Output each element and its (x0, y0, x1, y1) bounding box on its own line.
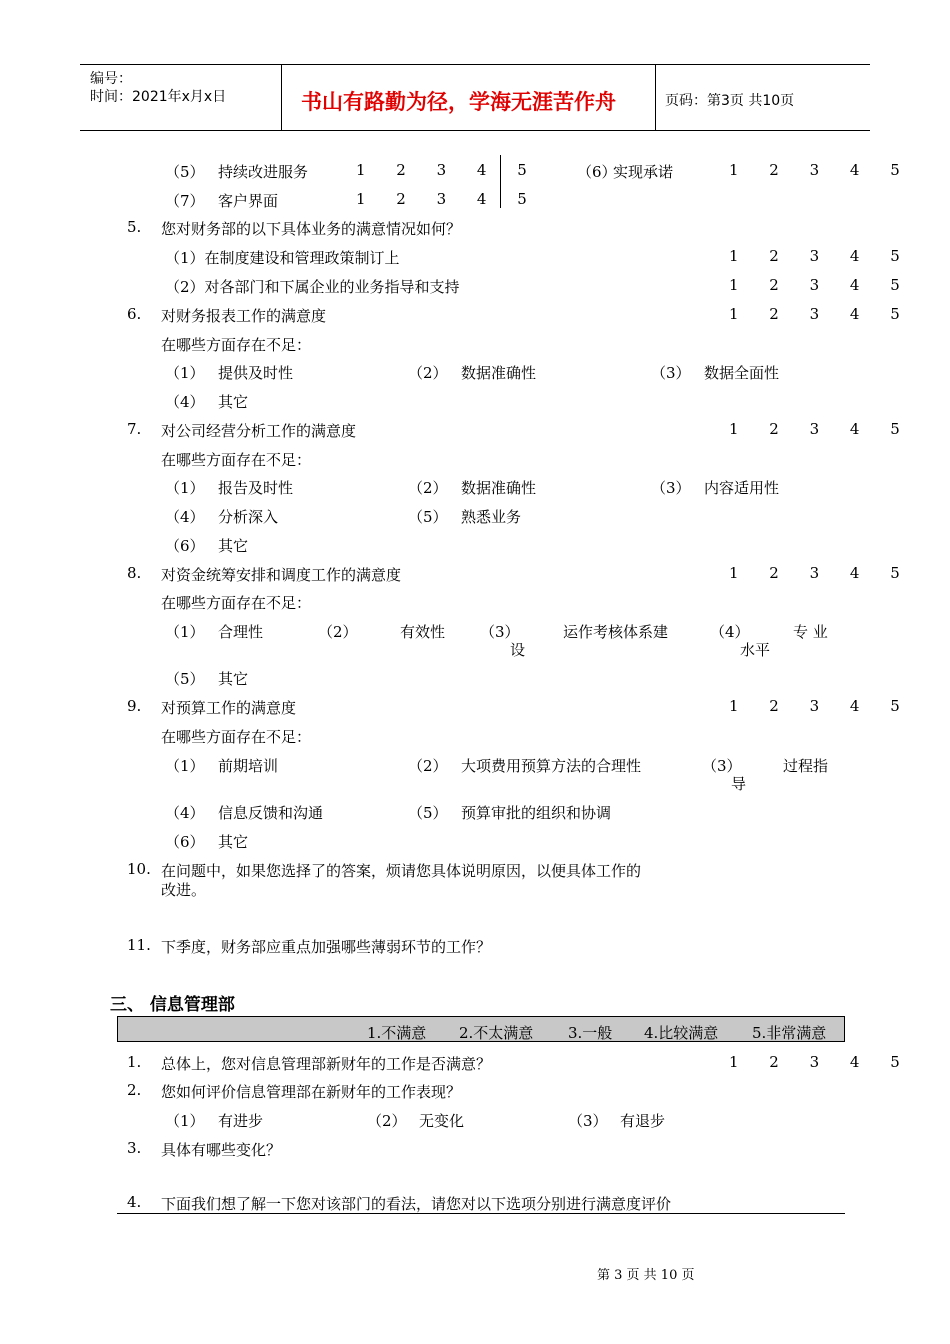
q9-opt-5[interactable]: 预算审批的组织和协调 (461, 804, 612, 822)
s3-q2-number: 2. (127, 1081, 142, 1099)
legend-4: 4.比较满意 (644, 1024, 719, 1042)
item-5-num: （5） (165, 163, 205, 181)
q9-text: 对预算工作的满意度 (161, 699, 297, 717)
q7-opt-5-num[interactable]: （5） (408, 508, 448, 526)
q7-opt-1[interactable]: 报告及时性 (218, 479, 294, 497)
q8-opt-4-line-2[interactable]: 水平 (740, 641, 771, 659)
q7-opt-3[interactable]: 内容适用性 (704, 479, 780, 497)
item-6-scale[interactable]: 1 2 3 4 5 (729, 161, 913, 179)
header-top-rule (80, 64, 870, 65)
q7-opt-3-num[interactable]: （3） (651, 479, 691, 497)
item-7-text: 客户界面 (218, 192, 279, 210)
q6-opt-4-num[interactable]: （4） (165, 393, 205, 411)
q5-number: 5. (127, 218, 142, 236)
q8-opt-4-line-1[interactable]: 专 业 (793, 623, 828, 641)
header-page-label: 页码：第3页 共10页 (665, 93, 795, 109)
section-3-title: 三、 信息管理部 (110, 995, 235, 1015)
q8-opt-2-num[interactable]: （2） (318, 623, 358, 641)
q7-scale[interactable]: 1 2 3 4 5 (729, 420, 913, 438)
q9-opt-1[interactable]: 前期培训 (218, 757, 279, 775)
q8-text: 对资金统筹安排和调度工作的满意度 (161, 566, 402, 584)
item-6-text: 实现承诺 (613, 163, 674, 181)
q8-opt-3-line-2[interactable]: 设 (510, 641, 526, 659)
s3-q2-opt-3-num[interactable]: （3） (568, 1112, 608, 1130)
s3-q2-opt-3[interactable]: 有退步 (620, 1112, 666, 1130)
item-7-scale[interactable]: 1 2 3 4 5 (356, 190, 540, 208)
s3-q3-number: 3. (127, 1139, 142, 1157)
q10-text-line-2: 改进。 (161, 881, 207, 899)
s3-q1-scale[interactable]: 1 2 3 4 5 (729, 1053, 913, 1071)
q10-text-line-1: 在问题中，如果您选择了的答案，烦请您具体说明原因，以便具体工作的 (161, 862, 642, 880)
q9-opt-1-num[interactable]: （1） (165, 757, 205, 775)
q8-opt-5[interactable]: 其它 (218, 670, 249, 688)
q9-deficiency-label: 在哪些方面存在不足： (161, 728, 312, 746)
page-footer: 第 3 页 共 10 页 (597, 1268, 695, 1283)
q9-opt-2[interactable]: 大项费用预算方法的合理性 (461, 757, 642, 775)
q9-scale[interactable]: 1 2 3 4 5 (729, 697, 913, 715)
q9-number: 9. (127, 697, 142, 715)
header-divider-1 (281, 64, 282, 131)
s3-q1-text: 总体上，您对信息管理部新财年的工作是否满意？ (161, 1055, 492, 1073)
q6-opt-2[interactable]: 数据准确性 (461, 364, 537, 382)
q6-text: 对财务报表工作的满意度 (161, 307, 327, 325)
q6-opt-3[interactable]: 数据全面性 (704, 364, 780, 382)
q7-deficiency-label: 在哪些方面存在不足： (161, 451, 312, 469)
header-divider-2 (655, 64, 656, 131)
q7-opt-6-num[interactable]: （6） (165, 537, 205, 555)
q9-opt-4-num[interactable]: （4） (165, 804, 205, 822)
q7-opt-5[interactable]: 熟悉业务 (461, 508, 522, 526)
q5-sub-1: （1）在制度建设和管理政策制订上 (165, 249, 400, 267)
q8-number: 8. (127, 564, 142, 582)
q9-opt-3-line-1[interactable]: 过程指 (783, 757, 829, 775)
q5-sub-2-scale[interactable]: 1 2 3 4 5 (729, 276, 913, 294)
q8-scale[interactable]: 1 2 3 4 5 (729, 564, 913, 582)
header-motto: 书山有路勤为径，学海无涯苦作舟 (301, 90, 616, 114)
s3-q2-opt-1-num[interactable]: （1） (165, 1112, 205, 1130)
item-5-text: 持续改进服务 (218, 163, 309, 181)
s3-q4-number: 4. (127, 1193, 142, 1211)
legend-3: 3.一般 (568, 1024, 613, 1042)
s3-q2-text: 您如何评价信息管理部在新财年的工作表现？ (161, 1083, 462, 1101)
q8-opt-4-num[interactable]: （4） (710, 623, 750, 641)
q7-opt-2[interactable]: 数据准确性 (461, 479, 537, 497)
s3-q4-text: 下面我们想了解一下您对该部门的看法，请您对以下选项分别进行满意度评价 (161, 1195, 672, 1213)
item-5-scale[interactable]: 1 2 3 4 5 (356, 161, 540, 179)
section-bottom-rule (117, 1213, 845, 1214)
q10-number: 10. (127, 860, 151, 878)
q8-opt-1[interactable]: 合理性 (218, 623, 264, 641)
q9-opt-4[interactable]: 信息反馈和沟通 (218, 804, 324, 822)
doc-time-label: 时间：2021年x月x日 (90, 89, 227, 105)
q9-opt-3-line-2[interactable]: 导 (731, 775, 747, 793)
q8-opt-3-num[interactable]: （3） (480, 623, 520, 641)
q7-opt-4[interactable]: 分析深入 (218, 508, 279, 526)
q6-number: 6. (127, 305, 142, 323)
q7-opt-6[interactable]: 其它 (218, 537, 249, 555)
q6-scale[interactable]: 1 2 3 4 5 (729, 305, 913, 323)
q5-text: 您对财务部的以下具体业务的满意情况如何？ (161, 220, 462, 238)
q8-deficiency-label: 在哪些方面存在不足： (161, 594, 312, 612)
q8-opt-5-num[interactable]: （5） (165, 670, 205, 688)
header-bottom-rule (80, 130, 870, 131)
q6-opt-4[interactable]: 其它 (218, 393, 249, 411)
q8-opt-2[interactable]: 有效性 (400, 623, 446, 641)
q5-sub-1-scale[interactable]: 1 2 3 4 5 (729, 247, 913, 265)
q7-text: 对公司经营分析工作的满意度 (161, 422, 357, 440)
q7-opt-2-num[interactable]: （2） (408, 479, 448, 497)
s3-q1-number: 1. (127, 1053, 142, 1071)
legend-2: 2.不太满意 (459, 1024, 534, 1042)
q8-opt-3-line-1[interactable]: 运作考核体系建 (563, 623, 669, 641)
q9-opt-2-num[interactable]: （2） (408, 757, 448, 775)
q5-sub-2: （2）对各部门和下属企业的业务指导和支持 (165, 278, 460, 296)
q7-opt-1-num[interactable]: （1） (165, 479, 205, 497)
item-6-num: （6） (577, 163, 617, 181)
q6-deficiency-label: 在哪些方面存在不足： (161, 336, 312, 354)
s3-q2-opt-2-num[interactable]: （2） (367, 1112, 407, 1130)
doc-number-label: 编号： (90, 71, 132, 87)
q6-opt-3-num[interactable]: （3） (651, 364, 691, 382)
q6-opt-1[interactable]: 提供及时性 (218, 364, 294, 382)
q9-opt-3-num[interactable]: （3） (702, 757, 742, 775)
q11-number: 11. (127, 936, 151, 954)
legend-5: 5.非常满意 (752, 1024, 827, 1042)
q7-number: 7. (127, 420, 142, 438)
q9-opt-6-num[interactable]: （6） (165, 833, 205, 851)
s3-q2-opt-2[interactable]: 无变化 (419, 1112, 465, 1130)
s3-q3-text: 具体有哪些变化？ (161, 1141, 282, 1159)
q6-opt-1-num[interactable]: （1） (165, 364, 205, 382)
q9-opt-5-num[interactable]: （5） (408, 804, 448, 822)
legend-1: 1.不满意 (367, 1024, 427, 1042)
item-7-num: （7） (165, 192, 205, 210)
q6-opt-2-num[interactable]: （2） (408, 364, 448, 382)
q7-opt-4-num[interactable]: （4） (165, 508, 205, 526)
q11-text: 下季度，财务部应重点加强哪些薄弱环节的工作？ (161, 938, 492, 956)
s3-q2-opt-1[interactable]: 有进步 (218, 1112, 264, 1130)
q9-opt-6[interactable]: 其它 (218, 833, 249, 851)
q8-opt-1-num[interactable]: （1） (165, 623, 205, 641)
